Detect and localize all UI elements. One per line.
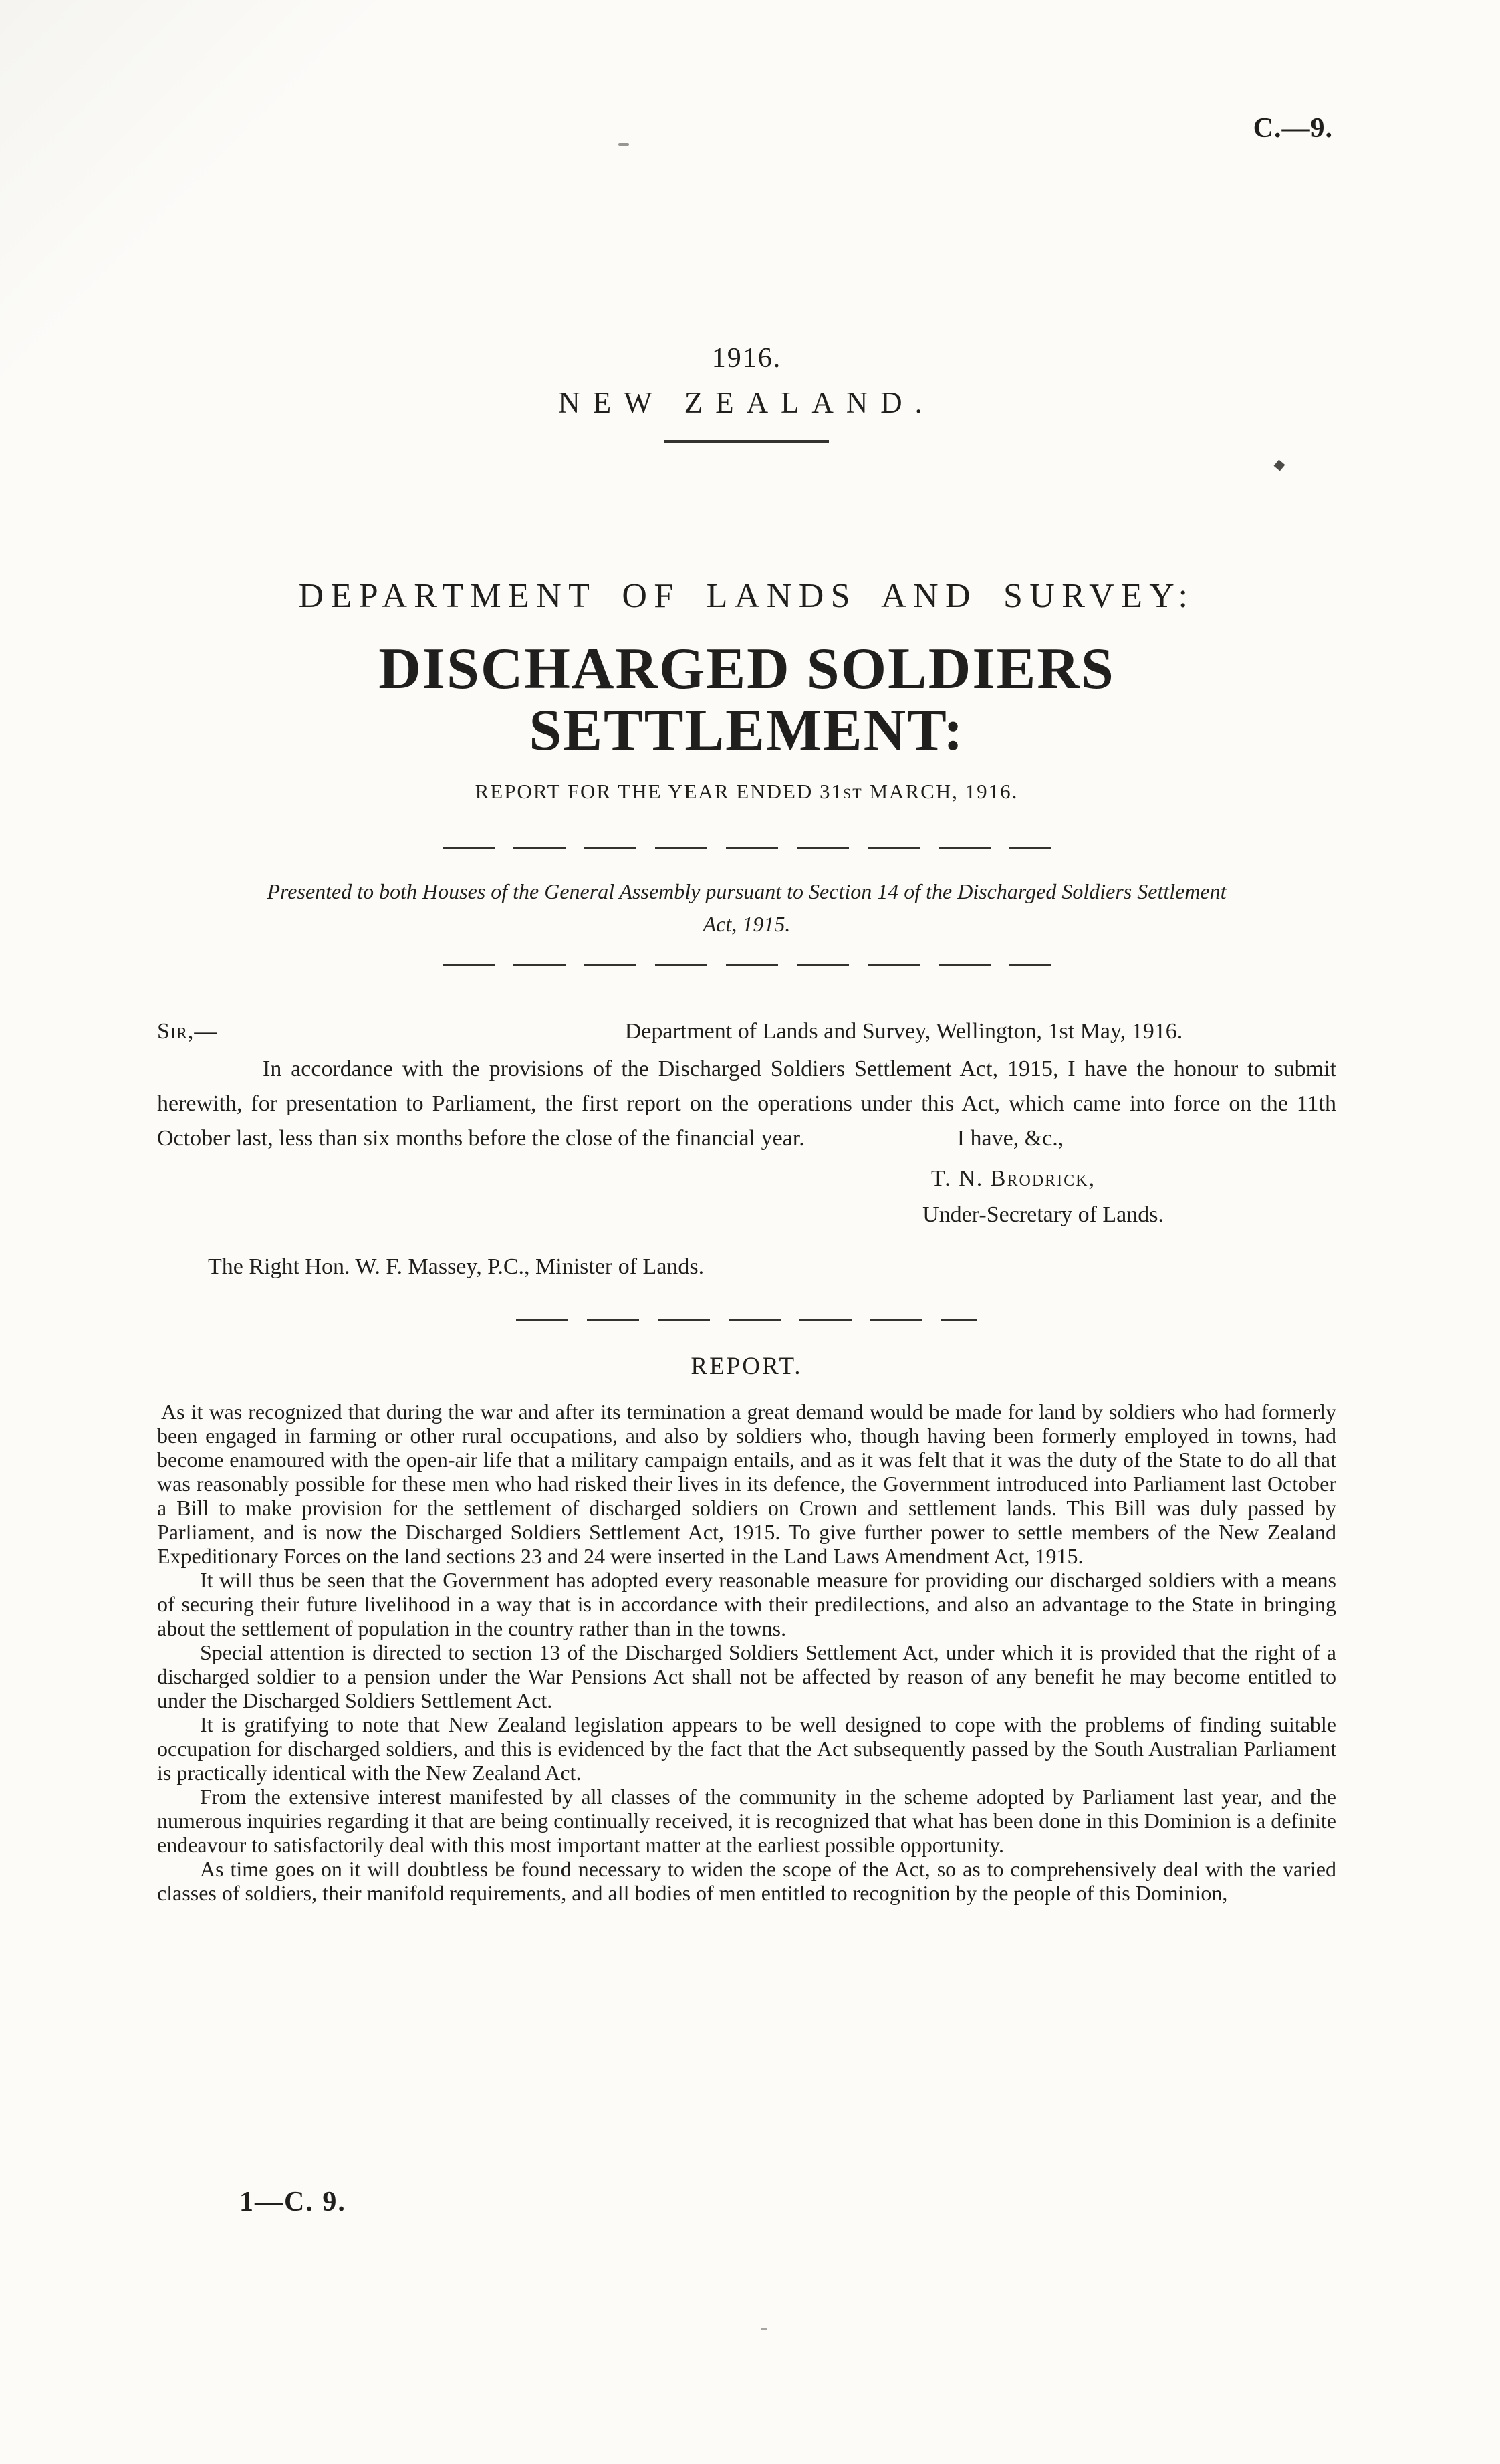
page-footer-signature: 1—C. 9. bbox=[239, 2187, 346, 2217]
report-paragraph: It will thus be seen that the Government has adopted every reasonable measure for providing our discharged soldiers with a means of securing their future livelihood in a way that is in accordance with their predilections, and also an advantage to the State in bringing about the settlement of population in the country rather than in the towns. bbox=[157, 1567, 1336, 1640]
letter-salutation: Sir,— bbox=[157, 1018, 218, 1044]
letter-body bbox=[157, 1052, 1336, 1156]
divider-dashed-top bbox=[443, 847, 1051, 849]
transmittal-letter bbox=[157, 1014, 1336, 1284]
letter-head bbox=[157, 1014, 1336, 1049]
report-paragraph: As time goes on it will doubtless be found necessary to widen the scope of the Act, so as to comprehensively deal with the varied classes of soldiers, their manifold requirements, and all bodies of men entitled to recognition by the people of this Dominion, bbox=[157, 1856, 1336, 1905]
presentation-note: Presented to both Houses of the General Assembly pursuant to Section 14 of the Discharged Soldiers Settlement Act, 1915. bbox=[267, 879, 1227, 937]
report-paragraph: From the extensive interest manifested by all classes of the community in the scheme adopted by Parliament last year, and the numerous inquiries regarding it that are being continually received, it is recognized that what has been done in this Dominion is a definite endeavour to satisfactorily deal with this most important matter at the earliest possible opportunity. bbox=[157, 1784, 1336, 1857]
report-body bbox=[157, 1399, 1336, 1905]
report-subtitle: REPORT FOR THE YEAR ENDED 31st MARCH, 1916. bbox=[475, 779, 1019, 803]
ink-mark-ornament bbox=[1274, 460, 1285, 471]
report-paragraph: Special attention is directed to section 13 of the Discharged Soldiers Settlement Act, under which it is provided that the right of a discharged soldier to a pension under the War Pensions Act shall not be affected by reason of any benefit he may become entitled to under the Discharged Soldiers Settlement Act. bbox=[157, 1640, 1336, 1712]
main-title: DISCHARGED SOLDIERS SETTLEMENT: bbox=[378, 637, 1115, 764]
letter-body-text: In accordance with the provisions of the Discharged Soldiers Settlement Act, 1915, I have the honour to submit herewith, for presentation to Parliament, the first report on the operations under this Act, which came into force on the 11th October last, less than six months before the close of the financial year. bbox=[157, 1056, 1336, 1151]
divider-dashed-short bbox=[516, 1319, 977, 1321]
title-block bbox=[157, 576, 1336, 804]
scan-artifact-dash bbox=[618, 143, 629, 146]
scan-artifact-dot bbox=[761, 2328, 767, 2330]
report-paragraph: It is gratifying to note that New Zealand legislation appears to be well designed to cope with the problems of finding suitable occupation for discharged soldiers, and this is evidenced by the fact that the Act subsequently passed by the South Australian Parliament is practically identical with the New Zealand Act. bbox=[157, 1712, 1336, 1785]
divider-dashed-bottom bbox=[443, 964, 1051, 966]
report-heading: REPORT. bbox=[691, 1352, 803, 1380]
masthead-nation: NEW ZEALAND. bbox=[558, 386, 935, 419]
department-heading: DEPARTMENT OF LANDS AND SURVEY: bbox=[298, 577, 1195, 615]
letter-valediction: I have, &c., bbox=[957, 1125, 1064, 1151]
masthead-rule bbox=[664, 440, 829, 443]
masthead bbox=[157, 0, 1336, 443]
signatory-title: Under-Secretary of Lands. bbox=[922, 1202, 1164, 1227]
report-paragraph: As it was recognized that during the war and after its termination a great demand would be made for land by soldiers who had formerly been engaged in farming or other rural occupations, and also by soldiers who, though having been formerly employed in towns, had become enamoured with the open-air life that a military campaign entails, and as it was felt that it was the duty of the State to do all that was reasonably possible for these men who had risked their lives in its defence, the Government introduced into Parliament last October a Bill to make provision for the settlement of discharged soldiers on Crown and settlement lands. This Bill was duly passed by Parliament, and is now the Discharged Soldiers Settlement Act, 1915. To give further power to settle members of the New Zealand Expeditionary Forces on the land sections 23 and 24 were inserted in the Land Laws Amendment Act, 1915. bbox=[157, 1399, 1336, 1568]
letter-addressee: The Right Hon. W. F. Massey, P.C., Minister of Lands. bbox=[208, 1254, 705, 1279]
letter-dateline: Department of Lands and Survey, Wellington, 1st May, 1916. bbox=[624, 1018, 1183, 1044]
page-reference: C.—9. bbox=[1253, 113, 1333, 144]
signatory-name: T. N. Brodrick, bbox=[931, 1165, 1096, 1191]
masthead-year: 1916. bbox=[711, 343, 782, 374]
